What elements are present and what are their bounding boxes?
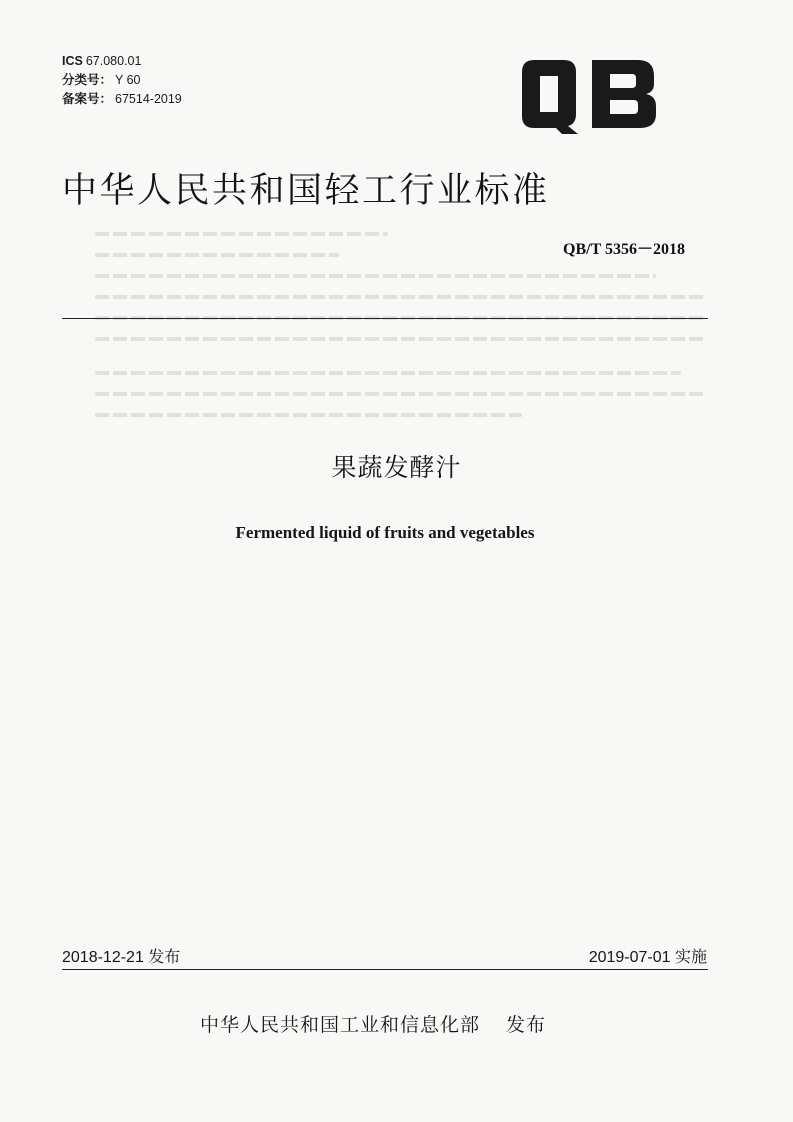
issuing-authority — [200, 1010, 546, 1037]
ics-row — [62, 52, 182, 71]
standard-title: 中华人民共和国轻工行业标准 — [62, 171, 550, 211]
class-label: 分类号： — [62, 73, 113, 87]
class-row — [62, 71, 182, 90]
issuer-action: 发布 — [506, 1014, 547, 1036]
ics-value: 67.080.01 — [85, 54, 142, 68]
implementation-date: 2019-07-01 实施 — [588, 949, 707, 966]
document-name-english: Fermented liquid of fruits and vegetables — [235, 523, 535, 542]
record-value: 67514-2019 — [115, 92, 182, 106]
record-label: 备案号： — [62, 92, 113, 106]
classification-block — [62, 52, 182, 109]
ics-label: ICS — [62, 54, 83, 68]
class-value: Y 60 — [115, 73, 141, 87]
header-divider — [62, 318, 708, 319]
standard-code: QB/T 5356－2018 — [563, 241, 685, 258]
qb-logo — [516, 58, 660, 134]
record-row — [62, 90, 182, 109]
issuer-name: 中华人民共和国工业和信息化部 — [200, 1014, 481, 1036]
bleed-through-text — [95, 232, 705, 462]
document-name-chinese: 果蔬发酵汁 — [331, 453, 462, 482]
footer-divider — [62, 969, 708, 970]
issue-date: 2018-12-21 发布 — [62, 949, 181, 966]
